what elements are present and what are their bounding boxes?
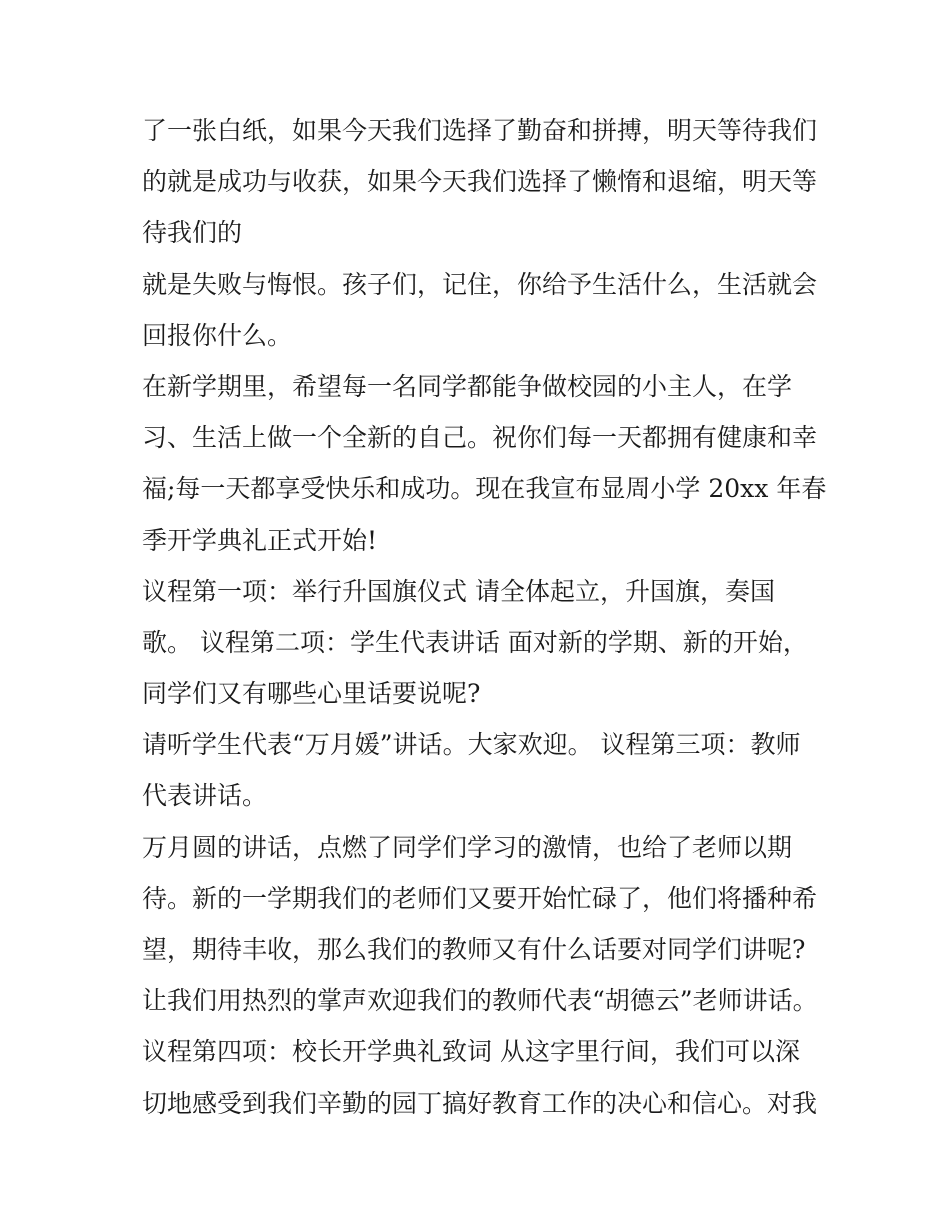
- text-line: 歌。 议程第二项：学生代表讲话 面对新的学期、新的开始，: [142, 627, 808, 657]
- text-line: 切地感受到我们辛勤的园丁搞好教育工作的决心和信心。对我: [142, 1088, 818, 1118]
- text-line: 万月圆的讲话，点燃了同学们学习的激情，也给了老师以期: [142, 832, 793, 862]
- text-line: 同学们又有哪些心里话要说呢?: [142, 679, 481, 709]
- text-line: 议程第四项：校长开学典礼致词 从这字里行间，我们可以深: [142, 1037, 800, 1067]
- text-line: 议程第一项：举行升国旗仪式 请全体起立，升国旗，奏国: [142, 576, 775, 606]
- text-line: 季开学典礼正式开始!: [142, 525, 378, 555]
- text-line: 的就是成功与收获，如果今天我们选择了懒惰和退缩，明天等: [142, 167, 818, 197]
- text-line: 待我们的: [142, 218, 243, 248]
- text-line: 就是失败与悔恨。孩子们，记住，你给予生活什么，生活就会: [142, 269, 818, 299]
- text-line: 福;每一天都享受快乐和成功。现在我宣布显周小学 20xx 年春: [142, 474, 827, 504]
- text-line: 习、生活上做一个全新的自己。祝你们每一天都拥有健康和幸: [142, 423, 818, 453]
- text-line: 让我们用热烈的掌声欢迎我们的教师代表“胡德云”老师讲话。: [142, 986, 818, 1016]
- text-line: 回报你什么。: [142, 320, 293, 350]
- text-line: 了一张白纸，如果今天我们选择了勤奋和拼搏，明天等待我们: [142, 116, 818, 145]
- text-line: 望，期待丰收，那么我们的教师又有什么话要对同学们讲呢?: [142, 935, 806, 964]
- text-line: 在新学期里，希望每一名同学都能争做校园的小主人，在学: [142, 371, 793, 401]
- text-line: 待。新的一学期我们的老师们又要开始忙碌了，他们将播种希: [142, 883, 818, 913]
- text-line: 代表讲话。: [142, 781, 268, 811]
- document-body: [142, 105, 827, 1129]
- text-line: 请听学生代表“万月媛”讲话。大家欢迎。 议程第三项：教师: [142, 730, 801, 760]
